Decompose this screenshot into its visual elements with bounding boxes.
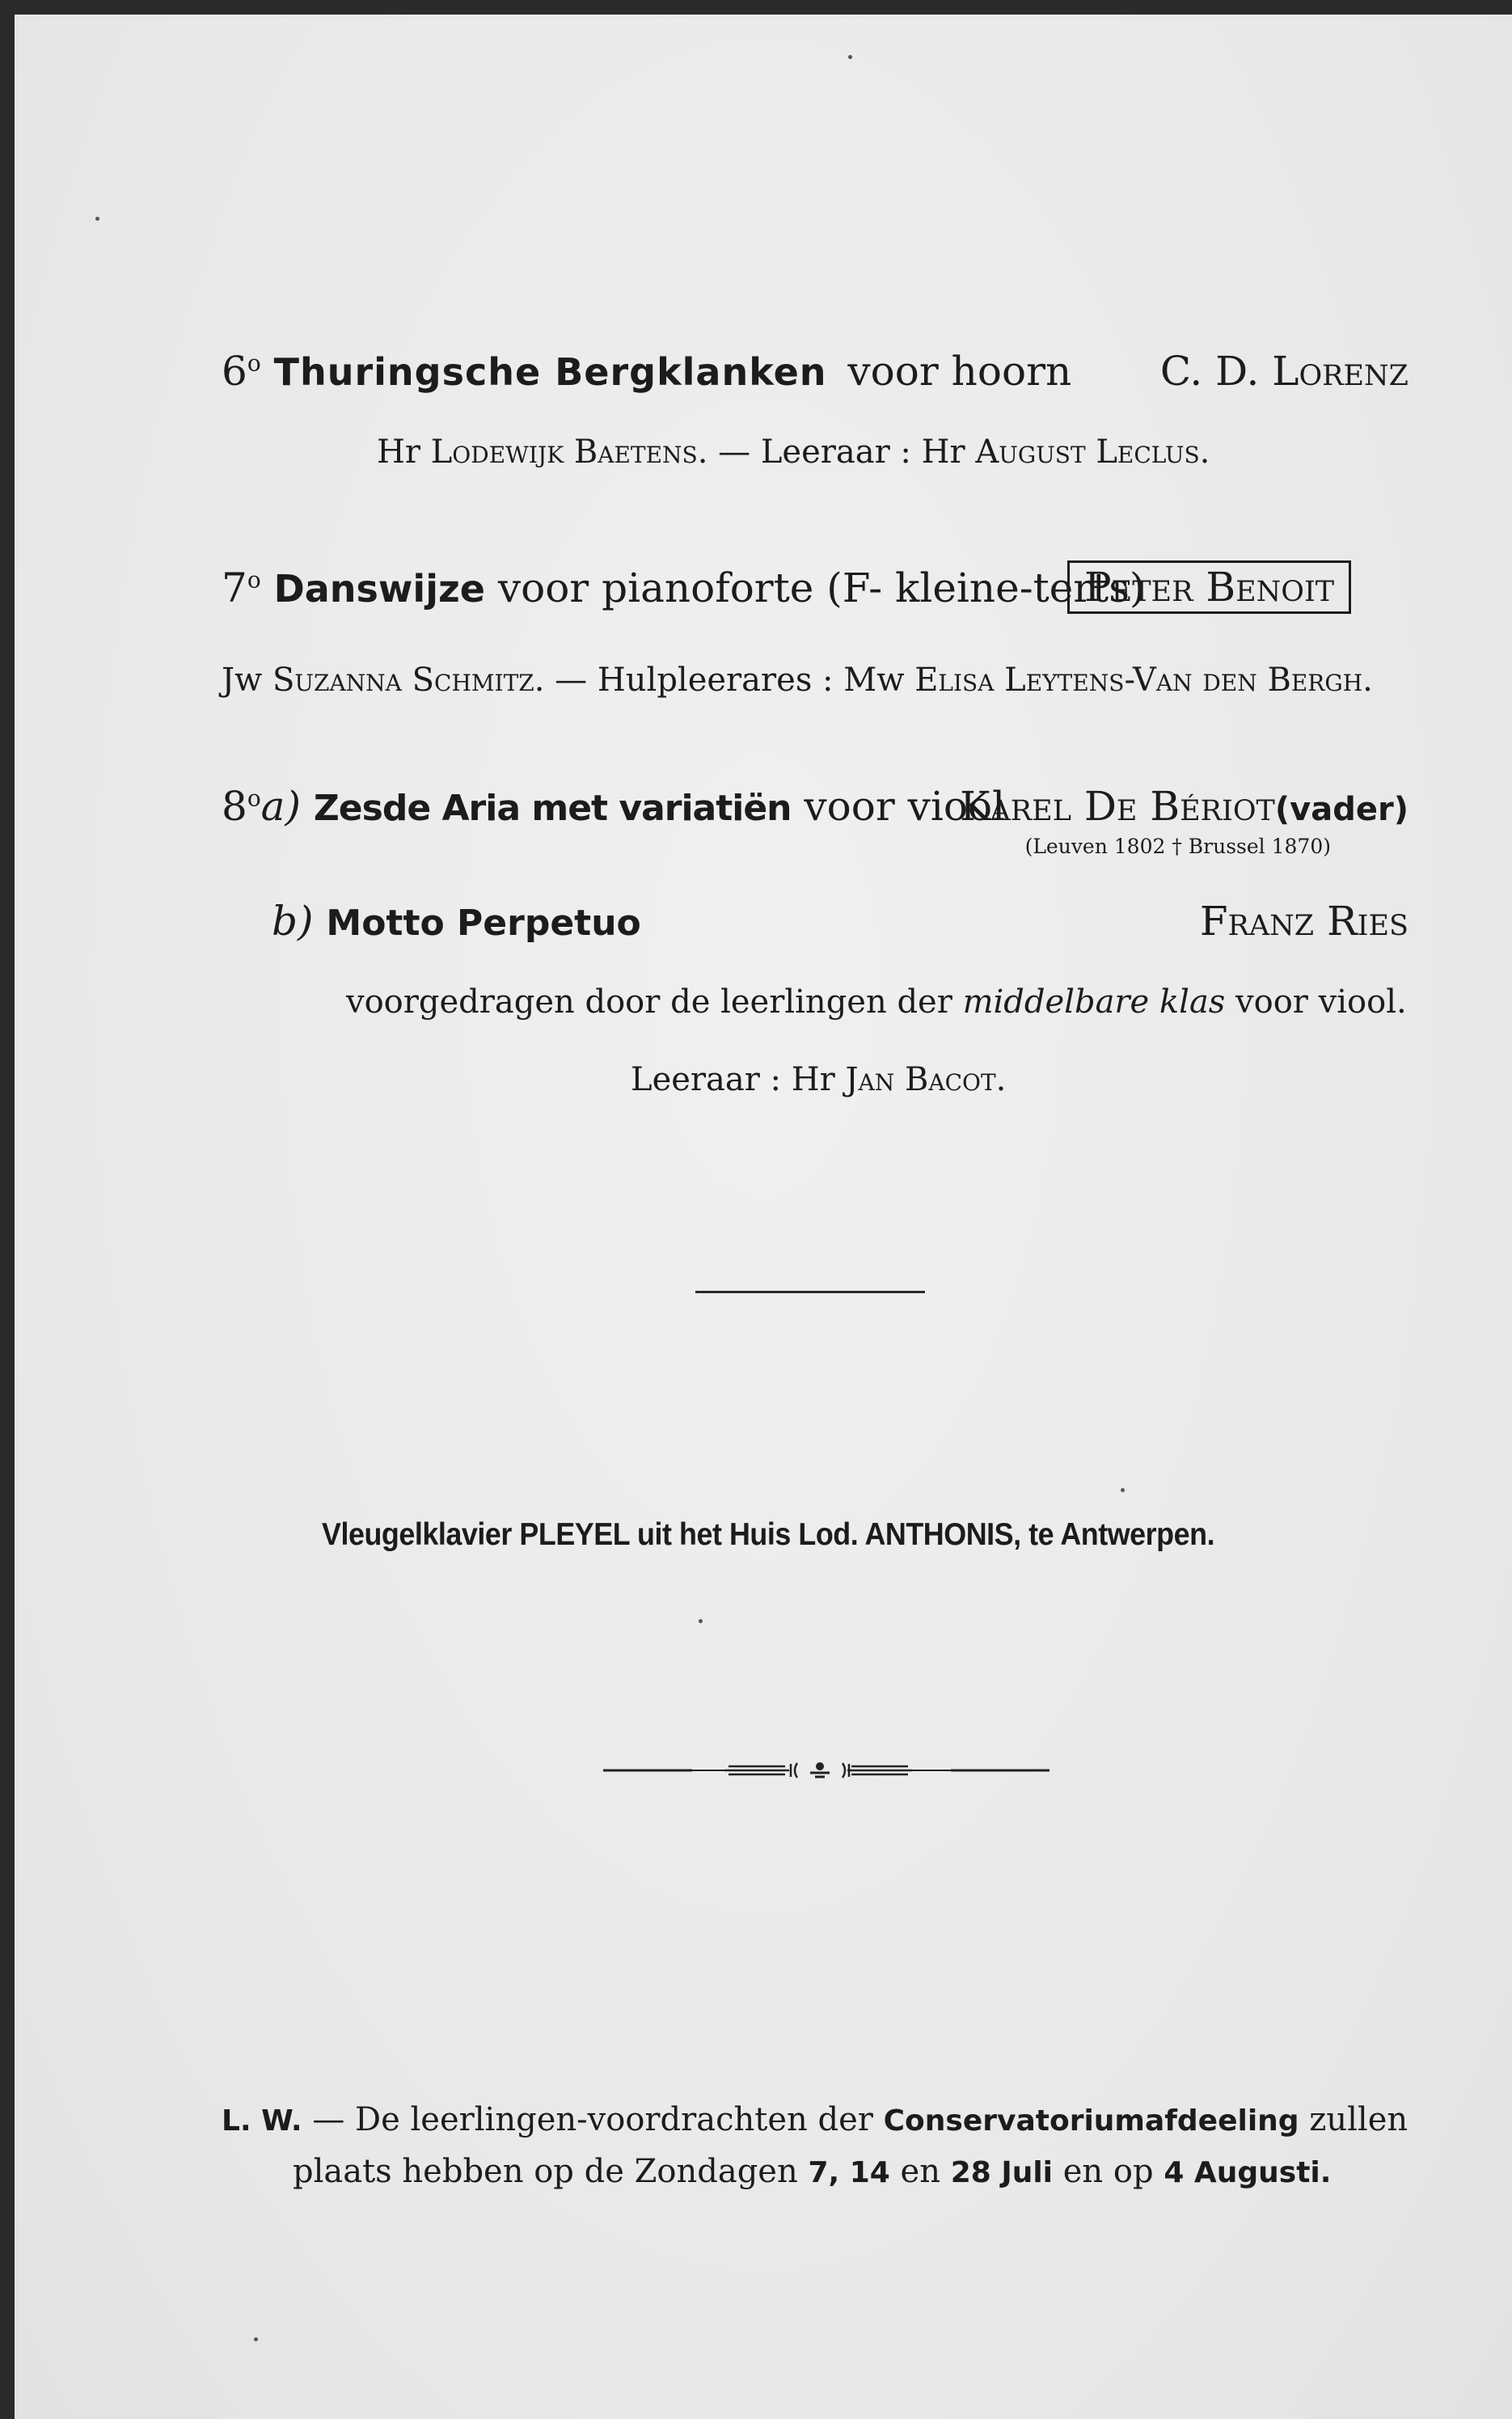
- item-8b-perf-a: voorgedragen door de leerlingen der: [346, 983, 952, 1021]
- item-6-composer: C. D. Lorenz: [1159, 348, 1409, 395]
- item-6-number: 6: [222, 348, 247, 395]
- item-8a-composer-suffix: (vader): [1274, 791, 1409, 828]
- footnote-line-2: [293, 2153, 1331, 2190]
- item-6-name1: Lodewijk Baetens.: [430, 433, 708, 471]
- item-7-title: Danswijze: [273, 567, 485, 611]
- footnote-bold4: 4 Augusti.: [1164, 2156, 1332, 2189]
- footnote-part1: De leerlingen-voordrachten der: [355, 2101, 873, 2138]
- piano-notice: Vleugelklavier PLEYEL uit het Huis Lod. ANTHONIS, te Antwerpen.: [322, 1517, 1215, 1552]
- footnote-line-1: [222, 2101, 1408, 2138]
- item-7-instrument: voor pianoforte (F- kleine-terts): [497, 565, 1146, 611]
- item-6-title1: Hr: [377, 433, 421, 471]
- item-7-number: 7: [222, 565, 247, 611]
- item-6-name2: August Leclus.: [975, 433, 1210, 471]
- item-7-composer: Peter Benoit: [1067, 560, 1351, 614]
- item-7-performers: [222, 662, 1373, 699]
- footnote-bold1: Conservatoriumafdeeling: [883, 2104, 1299, 2138]
- item-6-title: Thuringsche Bergklanken: [273, 350, 827, 394]
- divider-rule: [695, 1291, 925, 1293]
- item-6-degree: o: [247, 349, 261, 377]
- item-8a-sub: a): [260, 783, 301, 830]
- item-8b-perf-c: voor viool.: [1235, 983, 1407, 1021]
- item-8a-line: [222, 783, 1005, 830]
- footnote-dash: —: [312, 2101, 345, 2138]
- item-7-role: Hulpleerares :: [597, 662, 834, 699]
- footnote-lead: L. W.: [222, 2104, 302, 2138]
- item-6-title2: Hr: [921, 433, 965, 471]
- item-8b-title: Motto Perpetuo: [326, 903, 641, 944]
- speck: [95, 217, 99, 221]
- item-8a-composer: Karel De Bériot: [960, 783, 1275, 830]
- item-6-line: [222, 348, 1071, 395]
- footnote-line2a: plaats hebben op de Zondagen: [293, 2153, 798, 2190]
- footnote-line2b: en: [900, 2153, 940, 2190]
- item-8b-teacher: [631, 1061, 1006, 1098]
- item-8-degree: o: [247, 784, 261, 812]
- item-6-role: Leeraar :: [760, 433, 911, 471]
- ornament-divider: [603, 1760, 1050, 1781]
- item-7-name2: Elisa Leytens-Van den Bergh.: [914, 662, 1373, 699]
- program-page: [15, 15, 1512, 2419]
- footnote-line2c: en op: [1062, 2153, 1154, 2190]
- item-8a-composer-line: [960, 783, 1409, 830]
- speck: [848, 55, 852, 59]
- item-6-instrument: voor hoorn: [847, 348, 1072, 395]
- speck: [1121, 1488, 1125, 1492]
- item-6-dash: —: [718, 433, 751, 471]
- item-8b-performers: [346, 983, 1407, 1021]
- item-8a-instrument: voor viool: [804, 783, 1006, 830]
- item-8a-composer-note: (Leuven 1802 † Brussel 1870): [1024, 835, 1331, 858]
- item-8-number: 8: [222, 783, 247, 830]
- item-7-degree: o: [247, 566, 261, 594]
- item-7-line: [222, 565, 1145, 611]
- item-8b-teacher-name: Jan Bacot.: [845, 1061, 1007, 1098]
- item-8b-teacher-role: Leeraar :: [631, 1061, 782, 1098]
- speck: [254, 2337, 258, 2341]
- speck: [699, 1619, 703, 1623]
- footnote-bold2: 7, 14: [808, 2156, 890, 2189]
- item-8b-teacher-title: Hr: [791, 1061, 835, 1098]
- item-8b-perf-b: middelbare klas: [962, 983, 1226, 1021]
- footnote-bold3: 28 Juli: [950, 2156, 1054, 2189]
- item-8b-line: [272, 898, 641, 945]
- item-6-performers: [377, 433, 1210, 471]
- item-8b-composer: Franz Ries: [1199, 898, 1409, 945]
- item-8b-sub: b): [272, 898, 314, 945]
- item-7-name1: Suzanna Schmitz. —: [272, 662, 588, 699]
- footnote-part2: zullen: [1309, 2101, 1409, 2138]
- item-7-title2: Mw: [843, 662, 905, 699]
- item-7-title1: Jw: [222, 662, 263, 699]
- item-7-composer-box: [1067, 560, 1351, 614]
- item-8a-title: Zesde Aria met variatiën: [313, 788, 792, 829]
